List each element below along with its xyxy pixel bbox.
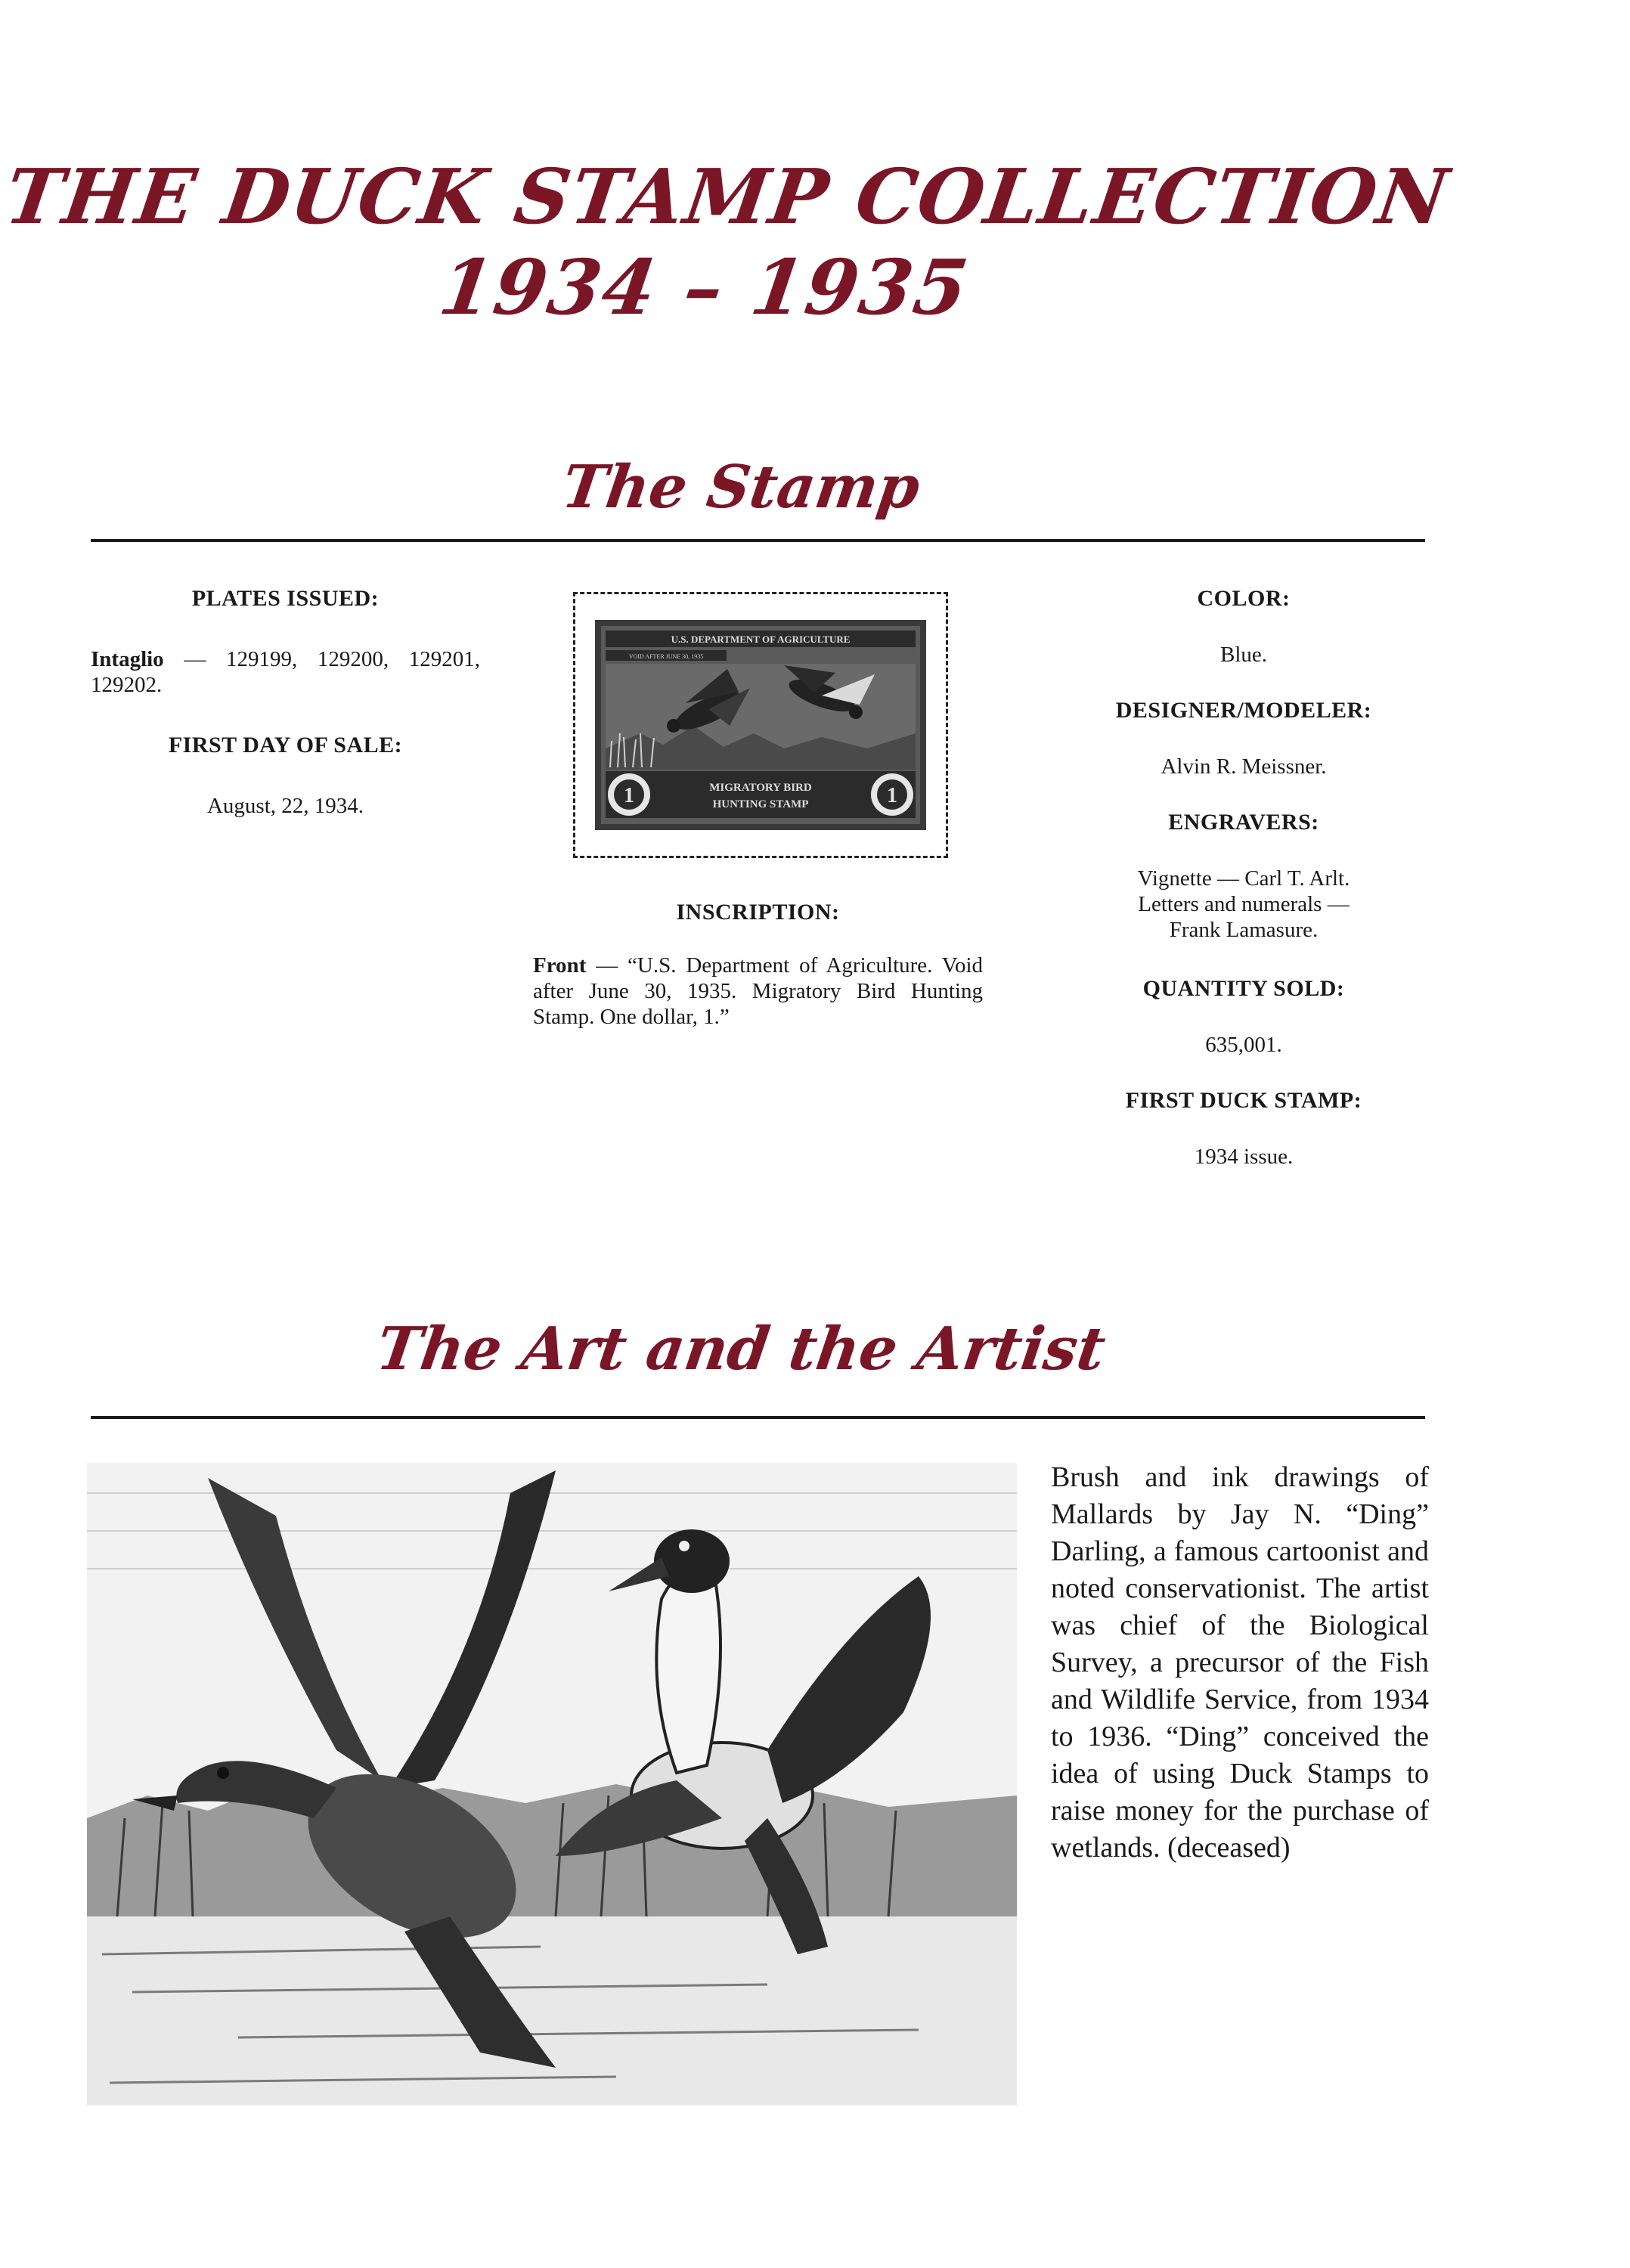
stamp-image <box>595 620 926 830</box>
plates-issued-label: PLATES ISSUED: <box>191 586 380 611</box>
stamp-sub-banner: VOID AFTER JUNE 30, 1935 <box>628 653 704 660</box>
title-line-2: 1934 – 1935 <box>434 243 975 332</box>
engravers-value <box>1051 866 1436 943</box>
quantity-label: QUANTITY SOLD: <box>1142 976 1345 1001</box>
stamp-frame <box>573 592 948 858</box>
inscription-text: — “U.S. Department of Agriculture. Void after June 30, 1935. Migratory Bird Hunting Stamp. One dollar, 1.” <box>533 953 983 1029</box>
first-day-label: FIRST DAY OF SALE: <box>168 733 403 758</box>
inscription-side: Front <box>533 953 587 978</box>
engravers-line-1: Vignette — Carl T. Arlt. <box>1137 866 1350 891</box>
stamp-numeral-right: 1 <box>887 784 897 807</box>
stamp-bottom-line-1: MIGRATORY BIRD <box>709 782 812 794</box>
color-value: Blue. <box>1219 643 1268 667</box>
section-heading-stamp: The Stamp <box>557 453 925 522</box>
stamp-numeral-left: 1 <box>624 784 634 807</box>
engravers-line-2: Letters and numerals — <box>1138 892 1350 916</box>
inscription-label: INSCRIPTION: <box>676 900 840 925</box>
plates-numbers: — 129199, 129200, 129201, 129202. <box>91 647 480 697</box>
first-day-value: August, 22, 1934. <box>206 794 364 818</box>
title-line-1: THE DUCK STAMP COLLECTION <box>0 152 1455 241</box>
middle-column <box>533 900 983 1030</box>
first-stamp-value: 1934 issue. <box>1194 1145 1294 1169</box>
divider-rule <box>91 1416 1425 1419</box>
right-column <box>1051 586 1436 1170</box>
plates-issued-value <box>91 646 480 698</box>
engravers-label: ENGRAVERS: <box>1168 810 1319 835</box>
engravers-line-3: Frank Lamasure. <box>1169 918 1319 942</box>
left-column <box>91 586 480 819</box>
designer-value: Alvin R. Meissner. <box>1161 754 1327 779</box>
page-title <box>0 151 1455 333</box>
stamp-top-banner: U.S. DEPARTMENT OF AGRICULTURE <box>671 634 851 645</box>
section-heading-art: The Art and the Artist <box>372 1315 1110 1383</box>
color-label: COLOR: <box>1197 586 1291 611</box>
stamp-bottom-line-2: HUNTING STAMP <box>712 798 809 810</box>
quantity-value: 635,001. <box>1205 1033 1282 1057</box>
inscription-value <box>533 953 983 1030</box>
art-caption: Brush and ink drawings of Mallards by Jay N. “Ding” Darling, a famous cartoonist and noted conservationist. The artist was chief of the Biological Survey, a precursor of the Fish and Wildlife Service, from 1934 to 1936. “Ding” conceived the idea of using Duck Stamps to raise money for the purchase of wetlands. (deceased) <box>1051 1461 1429 1864</box>
divider-rule <box>91 539 1425 542</box>
designer-label: DESIGNER/MODELER: <box>1115 698 1372 723</box>
first-stamp-label: FIRST DUCK STAMP: <box>1125 1088 1362 1113</box>
plates-method: Intaglio <box>91 647 164 671</box>
mallard-drawing <box>87 1463 1017 2105</box>
